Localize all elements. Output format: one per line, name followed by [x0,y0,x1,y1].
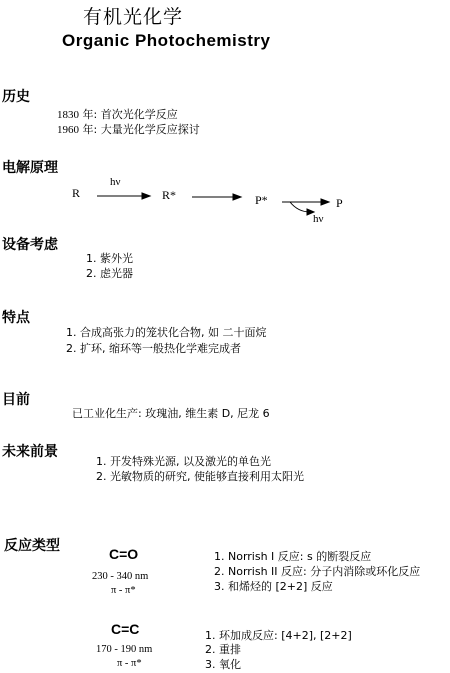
history-year-2: 1960 [57,124,79,136]
hv-label-2: hν [313,213,324,225]
cc-transition: π - π* [117,658,142,669]
features-heading: 特点 [2,310,30,326]
reactions-heading: 反应类型 [4,538,60,554]
cc-item-3: 3. 氧化 [205,658,241,671]
cc-label: C=C [111,621,140,637]
arrow-1-head [142,193,150,199]
page-title-cn: 有机光化学 [83,6,184,28]
cc-item-2: 2. 重排 [205,643,241,656]
history-text-1: 年: 首次光化学反应 [82,108,178,121]
history-text-2: 年: 大量光化学反应探讨 [82,123,200,136]
excited-p: P* [255,193,268,207]
cc-range: 170 - 190 nm [96,644,153,655]
equipment-item-1: 1. 紫外光 [86,252,133,265]
co-item-1: 1. Norrish I 反应: s 的断裂反应 [214,550,372,563]
principle-heading: 电解原理 [2,160,58,176]
co-transition: π - π* [111,585,136,596]
current-heading: 目前 [2,392,30,408]
page-title-en: Organic Photochemistry [62,31,271,50]
co-label: C=O [109,546,139,562]
co-range: 230 - 340 nm [92,571,149,582]
co-item-3: 3. 和烯烃的 [2+2] 反应 [214,580,333,593]
product-p: P [336,196,343,210]
current-text: 已工业化生产: 玫瑰油, 维生素 D, 尼龙 6 [72,407,270,420]
future-item-1: 1. 开发特殊光源, 以及激光的单色光 [96,455,271,468]
history-heading: 历史 [2,89,30,105]
reactant-r: R [72,186,81,200]
excited-r: R* [162,188,177,202]
co-item-2: 2. Norrish II 反应: 分子内消除或环化反应 [214,565,421,578]
history-year-1: 1830 [57,109,79,121]
equipment-heading: 设备考虑 [2,237,58,253]
features-item-1: 1. 合成高张力的笼状化合物, 如 二十面烷 [66,326,267,339]
hv-label-1: hν [110,176,121,188]
equipment-item-2: 2. 虑光器 [86,267,133,280]
cc-item-1: 1. 环加成反应: [4+2], [2+2] [205,629,352,642]
emission-arrow-head [307,209,314,215]
arrow-3-head [321,199,329,205]
future-item-2: 2. 光敏物质的研究, 使能够直接利用太阳光 [96,470,304,483]
future-heading: 未来前景 [2,444,58,460]
arrow-2-head [233,194,241,200]
features-item-2: 2. 扩环, 缩环等一般热化学难完成者 [66,342,241,355]
